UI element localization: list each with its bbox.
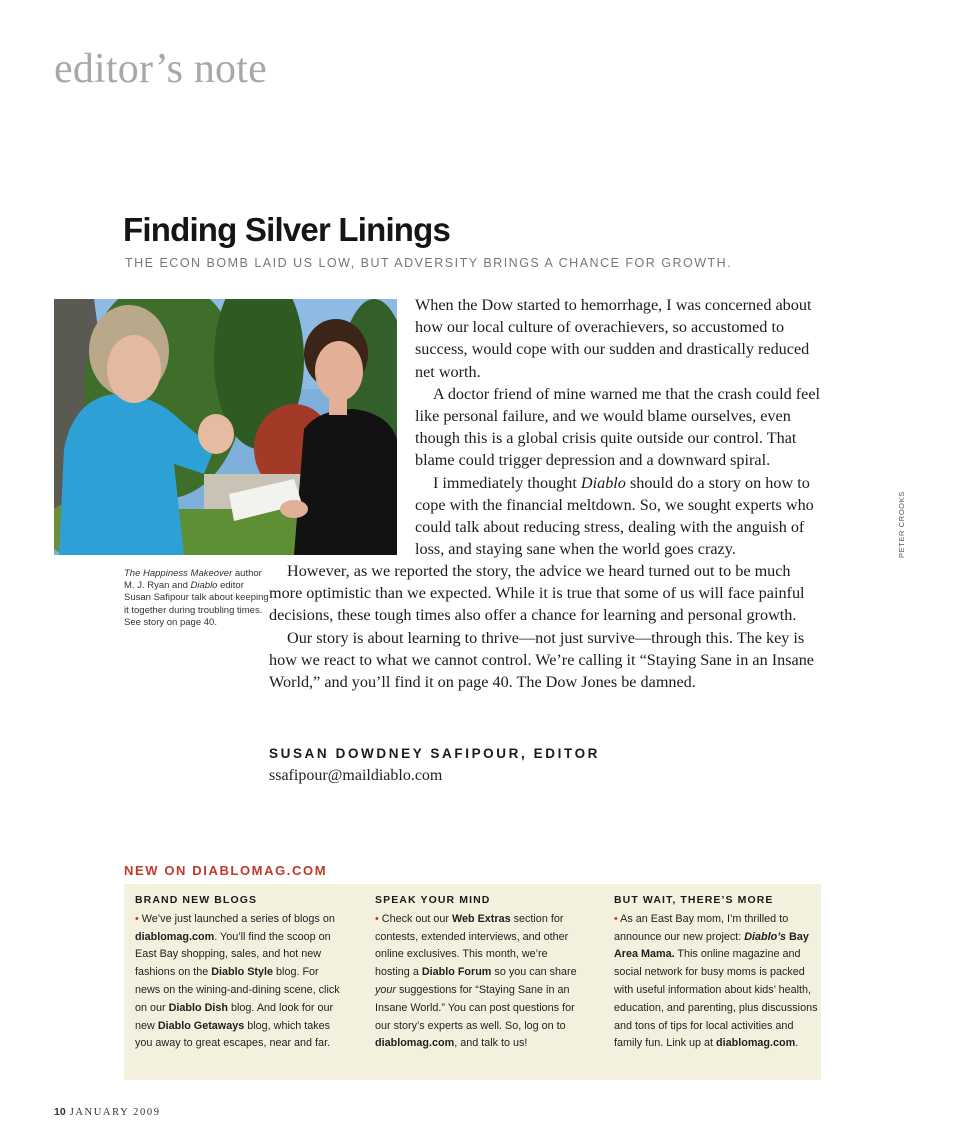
paragraph-1: When the Dow started to hemorrhage, I was concerned about how our local culture of overachievers, so accustomed to success, would cope with our sudden and drastically reduced net worth. xyxy=(415,296,812,381)
sidebar-heading: NEW ON DIABLOMAG.COM xyxy=(124,863,328,878)
page-number: 10 xyxy=(54,1106,66,1118)
photo-credit: PETER CROOKS xyxy=(897,491,906,558)
bullet-icon: • xyxy=(375,912,379,925)
site-link[interactable]: diablomag.com xyxy=(135,930,215,943)
sidebar-column-more: BUT WAIT, THERE’S MORE • As an East Bay mom, I’m thrilled to announce our new project: Diablo’s Bay Area Mama. This online magazine and social network for busy moms is packed with useful information about kids’ health, education, and parenting, plus discussions and tons of tips for local activities and family fun. Link up at diablomag.com. xyxy=(614,894,818,1050)
paragraph-2: A doctor friend of mine warned me that the crash could feel like personal failure, and we would blame ourselves, even though this is a global crisis quite outside our control. That blame could trigger depression and a downward spiral. xyxy=(415,384,821,470)
paragraph-5: Our story is about learning to thrive—not just survive—through this. The key is how we react to what we cannot control. We’re calling it “Staying Sane in an Insane World,” and you’ll find it on page 40. The Dow Jones be damned. xyxy=(269,628,814,692)
site-link[interactable]: diablomag.com xyxy=(716,1037,796,1050)
paragraph-3: I immediately thought Diablo should do a story on how to cope with the financial meltdown. So, we sought experts who could talk about reducing stress, dealing with the anguish of loss, and staying sane when the world goes crazy. xyxy=(415,473,814,559)
sidebar-column-heading: BRAND NEW BLOGS xyxy=(135,894,258,906)
sidebar-column-heading: SPEAK YOUR MIND xyxy=(375,894,491,906)
paragraph-4: However, as we reported the story, the advice we heard turned out to be much more optimistic than we expected. While it is true that some of us will face painful decisions, these tough times also offer a chance for learning and personal growth. xyxy=(269,562,805,625)
bullet-icon: • xyxy=(135,912,139,925)
editor-signature: SUSAN DOWDNEY SAFIPOUR, EDITOR xyxy=(269,746,601,761)
editor-email[interactable]: ssafipour@maildiablo.com xyxy=(269,767,443,784)
article-body-column-1 xyxy=(415,294,825,560)
sidebar-column-speak: SPEAK YOUR MIND • Check out our Web Extras section for contests, extended interviews, and other online exclusives. This month, we’re hosting a Diablo Forum so you can share your suggestions for “Staying Sane in an Insane World.” You can post questions for our story’s experts as well. So, log on to diablomag.com, and talk to us! xyxy=(375,892,580,1053)
article-body-column-2 xyxy=(269,560,825,693)
article-deck: THE ECON BOMB LAID US LOW, BUT ADVERSITY BRINGS A CHANCE FOR GROWTH. xyxy=(125,256,733,270)
sidebar-column-heading: BUT WAIT, THERE’S MORE xyxy=(614,894,774,906)
bullet-icon: • xyxy=(614,912,618,925)
issue-date: JANUARY 2009 xyxy=(69,1107,161,1118)
page-folio xyxy=(54,1106,161,1118)
site-link[interactable]: diablomag.com xyxy=(375,1037,455,1050)
sidebar-column-blogs: BRAND NEW BLOGS • We’ve just launched a series of blogs on diablomag.com. You’ll find the scoop on East Bay shopping, sales, and hot new fashions on the Diablo Style blog. For news on the wining-and-dining scene, click on our Diablo Dish blog. And look for our new Diablo Getaways blog, which takes you away to great escapes, near and far. xyxy=(135,894,340,1050)
section-title: editor’s note xyxy=(54,46,267,92)
article-photo xyxy=(54,299,397,555)
photo-caption: The Happiness Makeover author M. J. Ryan and Diablo editor Susan Safipour talk about keeping it together during troubling times. See story on page 40. xyxy=(124,568,269,628)
article-headline: Finding Silver Linings xyxy=(123,211,451,248)
